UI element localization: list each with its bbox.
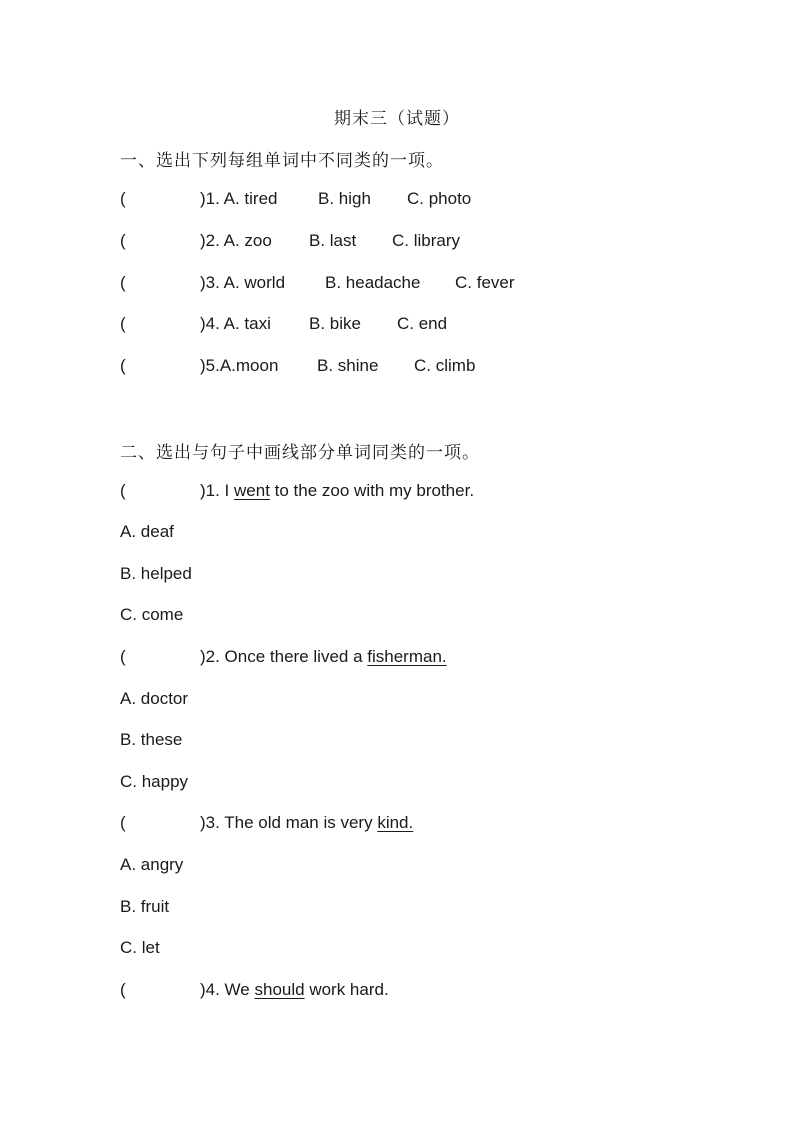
item-option-b: B. high [318,189,371,208]
item-option-a: )3. A. world [200,273,286,292]
option-b: B. fruit [120,897,170,916]
question-text [200,813,413,833]
item-option-c: C. fever [455,273,515,292]
item-option-b: B. headache [325,273,421,292]
item-option-c: C. end [397,314,448,333]
option-c: C. come [120,605,184,624]
underlined-word: fisherman. [367,647,447,666]
question-text [200,647,447,667]
option-b: B. helped [120,564,192,583]
option-a: A. doctor [120,689,189,708]
answer-blank[interactable]: ( [120,647,126,666]
answer-blank[interactable]: ( [120,356,126,375]
section-1-heading: 一、选出下列每组单词中不同类的一项。 [120,151,444,171]
answer-blank[interactable]: ( [120,314,126,333]
underlined-word: should [254,980,305,999]
answer-blank[interactable]: ( [120,273,126,292]
question-text-pre: )4. We [200,980,255,999]
option-a: A. angry [120,855,184,874]
underlined-word: went [234,481,270,500]
option-a: A. deaf [120,522,174,541]
question-text-pre: )3. The old man is very [200,813,378,832]
question-text [200,481,474,501]
item-option-b: B. shine [317,356,379,375]
item-option-a: )4. A. taxi [200,314,271,333]
answer-blank[interactable]: ( [120,980,126,999]
item-option-c: C. climb [414,356,476,375]
item-option-b: B. bike [309,314,361,333]
answer-blank[interactable]: ( [120,189,126,208]
answer-blank[interactable]: ( [120,231,126,250]
underlined-word: kind. [377,813,414,832]
question-text-pre: )1. I [200,481,235,500]
section-2-heading: 二、选出与句子中画线部分单词同类的一项。 [120,443,480,463]
item-option-c: C. library [392,231,461,250]
item-option-a: )2. A. zoo [200,231,272,250]
option-c: C. happy [120,772,189,791]
page-title: 期末三（试题） [334,109,460,129]
answer-blank[interactable]: ( [120,813,126,832]
question-text [200,980,389,1000]
answer-blank[interactable]: ( [120,481,126,500]
item-option-a: )1. A. tired [200,189,278,208]
option-c: C. let [120,938,160,957]
option-b: B. these [120,730,183,749]
item-option-c: C. photo [407,189,472,208]
item-option-b: B. last [309,231,357,250]
question-text-post: to the zoo with my brother. [269,481,475,500]
item-option-a: )5.A.moon [200,356,279,375]
question-text-post: work hard. [304,980,389,999]
question-text-pre: )2. Once there lived a [200,647,368,666]
